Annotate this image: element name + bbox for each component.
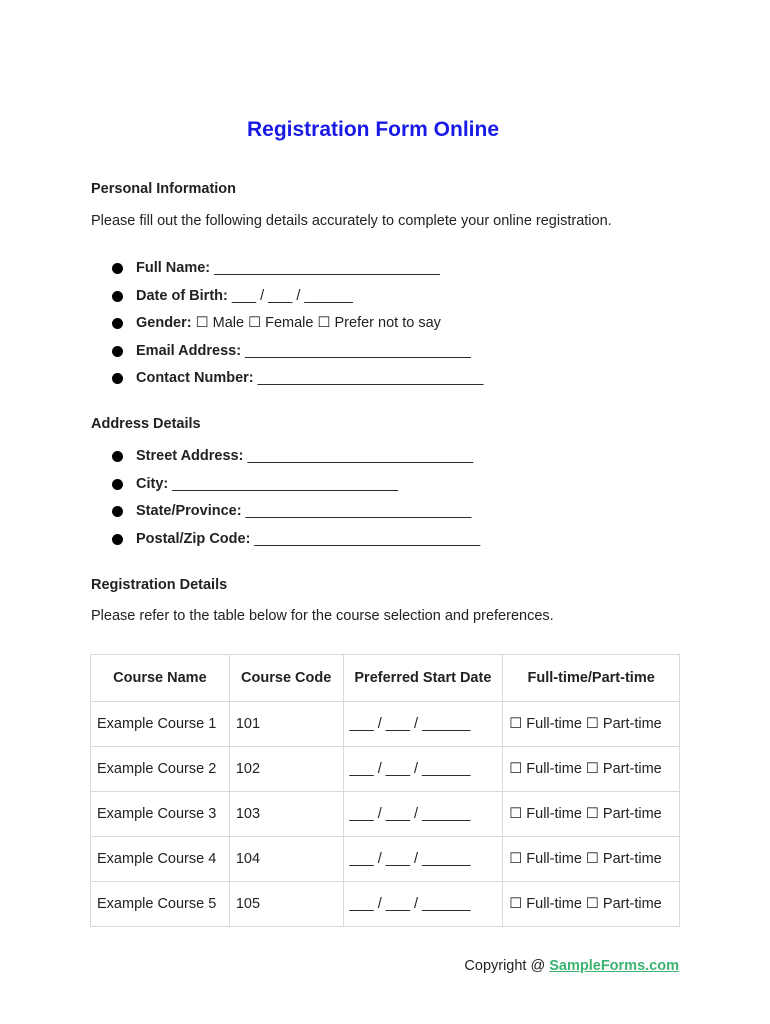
field-state-province [112, 501, 480, 529]
bullet-icon [112, 534, 123, 545]
course-name-cell: Example Course 1 [91, 702, 230, 747]
address-fields-list [112, 446, 480, 556]
column-header-course-code: Course Code [229, 655, 343, 702]
field-label: Email Address: [136, 342, 242, 359]
course-code-cell: 103 [229, 792, 343, 837]
course-code-cell: 101 [229, 702, 343, 747]
table-row [91, 882, 680, 927]
start-date-cell[interactable]: ___ / ___ / ______ [343, 837, 503, 882]
schedule-options-cell[interactable]: ☐ Full-time ☐ Part-time [503, 837, 680, 882]
course-selection-table [90, 654, 680, 927]
field-postal-zip-code [112, 529, 480, 557]
personal-info-heading: Personal Information [91, 181, 237, 197]
column-header-course-name: Course Name [91, 655, 230, 702]
copyright-footer [464, 958, 679, 974]
field-full-name [112, 258, 483, 286]
street-address-blank[interactable]: ____________________________ [247, 448, 474, 464]
bullet-icon [112, 451, 123, 462]
course-name-cell: Example Course 3 [91, 792, 230, 837]
date-of-birth-blank[interactable]: ___ / ___ / ______ [231, 287, 353, 304]
field-date-of-birth [112, 286, 483, 314]
state-province-blank[interactable]: ____________________________ [245, 503, 472, 519]
bullet-icon [112, 263, 123, 274]
start-date-cell[interactable]: ___ / ___ / ______ [343, 792, 503, 837]
field-label: Postal/Zip Code: [136, 530, 251, 547]
registration-details-intro: Please refer to the table below for the course selection and preferences. [91, 608, 554, 624]
course-name-cell: Example Course 5 [91, 882, 230, 927]
course-code-cell: 104 [229, 837, 343, 882]
bullet-icon [112, 506, 123, 517]
table-row [91, 837, 680, 882]
course-code-cell: 105 [229, 882, 343, 927]
field-label: Full Name: [136, 260, 211, 276]
field-email-address [112, 341, 483, 369]
table-header-row [91, 655, 680, 702]
schedule-options-cell[interactable]: ☐ Full-time ☐ Part-time [503, 792, 680, 837]
email-address-blank[interactable]: ____________________________ [245, 342, 471, 359]
postal-zip-code-blank[interactable]: ____________________________ [254, 530, 481, 547]
field-street-address [112, 446, 480, 474]
registration-details-heading: Registration Details [91, 577, 228, 593]
contact-number-blank[interactable]: ____________________________ [257, 370, 484, 386]
field-label: Contact Number: [136, 370, 254, 386]
gender-options[interactable]: ☐ Male ☐ Female ☐ Prefer not to say [195, 315, 441, 331]
course-name-cell: Example Course 4 [91, 837, 230, 882]
start-date-cell[interactable]: ___ / ___ / ______ [343, 882, 503, 927]
table-row [91, 792, 680, 837]
bullet-icon [112, 346, 123, 357]
field-label: City: [136, 475, 169, 492]
schedule-options-cell[interactable]: ☐ Full-time ☐ Part-time [503, 747, 680, 792]
table-row [91, 702, 680, 747]
copyright-text: Copyright @ [464, 958, 550, 974]
course-code-cell: 102 [229, 747, 343, 792]
field-gender [112, 313, 483, 341]
address-details-heading: Address Details [91, 416, 201, 432]
start-date-cell[interactable]: ___ / ___ / ______ [343, 747, 503, 792]
brand-link[interactable]: SampleForms.com [549, 958, 679, 974]
personal-fields-list [112, 258, 483, 396]
schedule-options-cell[interactable]: ☐ Full-time ☐ Part-time [503, 702, 680, 747]
column-header-preferred-start-date: Preferred Start Date [343, 655, 503, 702]
bullet-icon [112, 291, 123, 302]
page-title: Registration Form Online [246, 118, 500, 141]
bullet-icon [112, 373, 123, 384]
schedule-options-cell[interactable]: ☐ Full-time ☐ Part-time [503, 882, 680, 927]
course-name-cell: Example Course 2 [91, 747, 230, 792]
full-name-blank[interactable]: ____________________________ [214, 260, 440, 276]
field-city [112, 474, 480, 502]
start-date-cell[interactable]: ___ / ___ / ______ [343, 702, 503, 747]
bullet-icon [112, 479, 123, 490]
bullet-icon [112, 318, 123, 329]
field-label: Street Address: [136, 448, 244, 464]
table-row [91, 747, 680, 792]
field-label: State/Province: [136, 503, 242, 519]
personal-info-intro: Please fill out the following details accurately to complete your online registration. [91, 213, 612, 229]
city-blank[interactable]: ____________________________ [172, 475, 399, 492]
field-contact-number [112, 368, 483, 396]
field-label: Date of Birth: [136, 287, 228, 304]
column-header-full-time-part-time: Full-time/Part-time [503, 655, 680, 702]
field-label: Gender: [136, 315, 192, 331]
